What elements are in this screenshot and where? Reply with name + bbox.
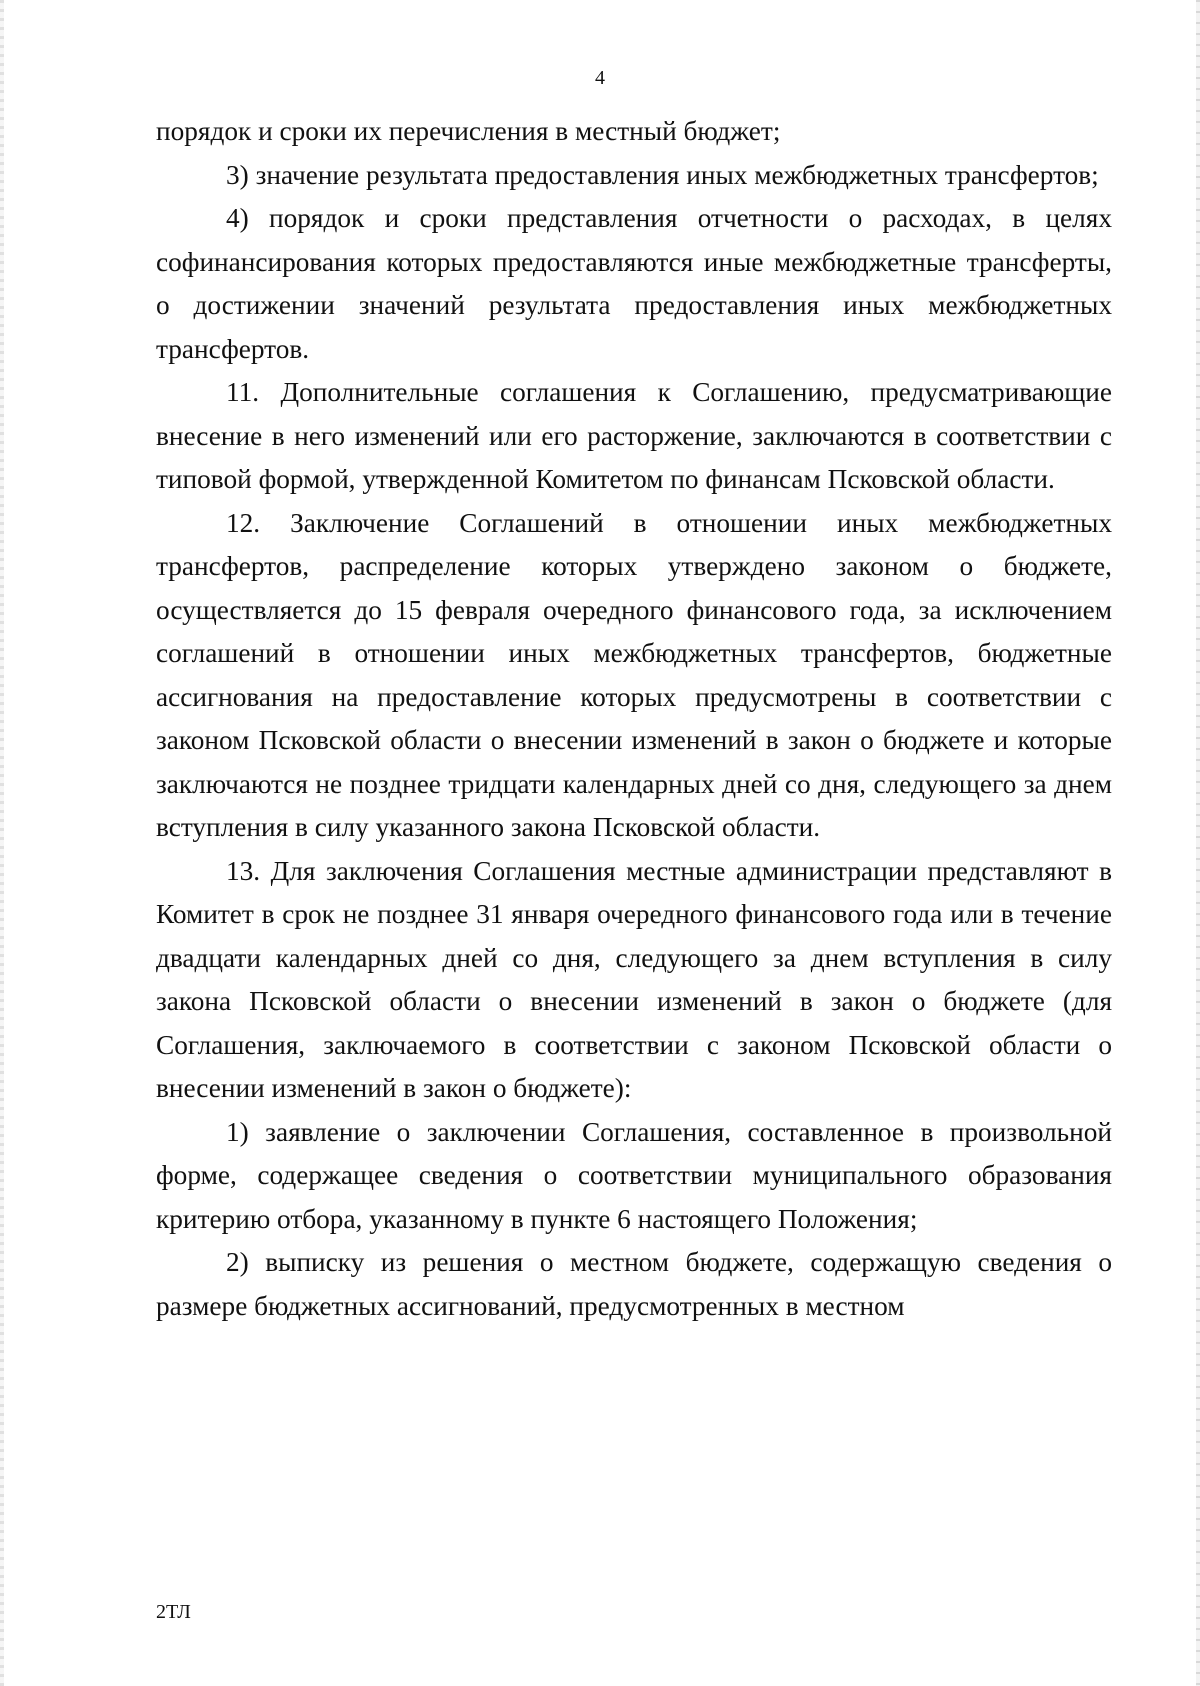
paragraph-subitem-1: 1) заявление о заключении Соглашения, составленное в произвольной форме, содержащее сведения о соответствии муниципального образования критерию отбора, указанному в пункте 6 настоящего Положения;	[156, 1116, 1112, 1234]
paragraph-subitem-2: 2) выписку из решения о местном бюджете, содержащую сведения о размере бюджетных ассигнований, предусмотренных в местном	[156, 1247, 1112, 1321]
paragraph-clause-13: 13. Для заключения Соглашения местные администрации представляют в Комитет в срок не позднее 31 января очередного финансового года или в течение двадцати календарных дней со дня, следующего за днем вступления в силу закона Псковской области о внесении изменений в закон о бюджете (для Соглашения, заключаемого в соответствии с законом Псковской области о внесении изменений в закон о бюджете):	[156, 855, 1112, 1103]
paragraph-clause-12: 12. Заключение Соглашений в отношении иных межбюджетных трансфертов, распределение которых утверждено законом о бюджете, осуществляется до 15 февраля очередного финансового года, за исключением соглашений в отношении иных межбюджетных трансфертов, бюджетные ассигнования на предоставление которых предусмотрены в соответствии с законом Псковской области о внесении изменений в закон о бюджете и которые заключаются не позднее тридцати календарных дней со дня, следующего за днем вступления в силу указанного закона Псковской области.	[156, 507, 1112, 842]
footer-document-code: 2ТЛ	[156, 1601, 191, 1623]
paragraph-item-4: 4) порядок и сроки представления отчетности о расходах, в целях софинансирования которых предоставляются иные межбюджетные трансферты, о достижении значений результата предоставления иных межбюджетных трансфертов.	[156, 203, 1112, 364]
scan-edge-left	[0, 0, 4, 1686]
scan-edge-right	[1196, 0, 1200, 1686]
paragraph-clause-11: 11. Дополнительные соглашения к Соглашению, предусматривающие внесение в него изменений или его расторжение, заключаются в соответствии с типовой формой, утвержденной Комитетом по финансам Псковской области.	[156, 377, 1112, 494]
document-body	[156, 110, 1112, 1328]
paragraph-item-3: 3) значение результата предоставления иных межбюджетных трансфертов;	[226, 159, 1099, 190]
paragraph-continuation: порядок и сроки их перечисления в местный бюджет;	[156, 116, 781, 146]
page-number: 4	[595, 67, 605, 89]
